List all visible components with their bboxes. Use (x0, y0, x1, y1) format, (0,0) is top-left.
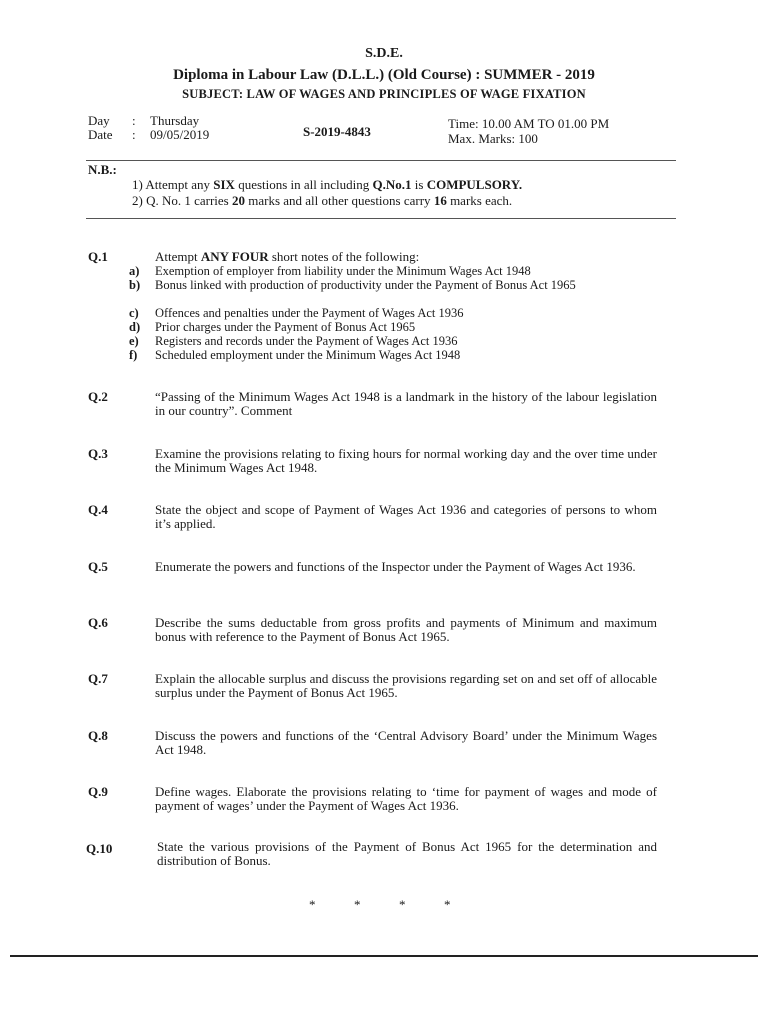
question-text: “Passing of the Minimum Wages Act 1948 is a landmark in the history of the labour legislation in our country”. Comment (155, 389, 657, 418)
day-sep: : (132, 113, 136, 128)
institution-title: S.D.E. (365, 46, 403, 61)
q1-item-label: d) (129, 320, 141, 334)
q1-number: Q.1 (88, 249, 108, 264)
question-number: Q.6 (88, 615, 108, 630)
day-label: Day (88, 113, 110, 128)
date-label: Date (88, 127, 113, 142)
day-value: Thursday (150, 113, 200, 128)
question-number: Q.10 (86, 841, 113, 856)
q1-item-label: c) (129, 306, 139, 320)
question-number: Q.5 (88, 559, 108, 574)
question-number: Q.8 (88, 728, 108, 743)
question-number: Q.9 (88, 784, 108, 799)
q1-item-text: Exemption of employer from liability under the Minimum Wages Act 1948 (155, 264, 531, 278)
end-star: * (444, 897, 451, 912)
q1-item-label: a) (129, 264, 140, 278)
nb-line-2: 2) Q. No. 1 carries 20 marks and all other questions carry 16 marks each. (132, 193, 513, 208)
q1-item-text: Scheduled employment under the Minimum Wages Act 1948 (155, 348, 461, 362)
date-value: 09/05/2019 (150, 127, 210, 142)
question-number: Q.7 (88, 671, 108, 686)
divider-top (86, 160, 676, 161)
subject-title: SUBJECT: LAW OF WAGES AND PRINCIPLES OF WAGE FIXATION (182, 87, 586, 101)
q1-intro: Attempt ANY FOUR short notes of the following: (155, 249, 420, 264)
question-number: Q.2 (88, 389, 108, 404)
end-star: * (399, 897, 406, 912)
max-marks: Max. Marks: 100 (448, 131, 538, 146)
page-bottom-rule (10, 955, 758, 957)
question-text: State the various provisions of the Payment of Bonus Act 1965 for the determination and distribution of Bonus. (157, 839, 657, 868)
divider-mid (86, 218, 676, 219)
question-text: Enumerate the powers and functions of the Inspector under the Payment of Wages Act 1936. (155, 559, 636, 574)
question-text: State the object and scope of Payment of Wages Act 1936 and categories of persons to whom it’s applied. (155, 502, 657, 531)
question-text: Examine the provisions relating to fixing hours for normal working day and the over time under the Minimum Wages Act 1948. (155, 446, 657, 475)
q1-item-label: b) (129, 278, 141, 292)
question-text: Define wages. Elaborate the provisions relating to ‘time for payment of wages and mode of payment of wages’ under the Payment of Wages Act 1936. (155, 784, 657, 813)
question-text: Describe the sums deductable from gross profits and payments of Minimum and maximum bonus with reference to the Payment of Bonus Act 1965. (155, 615, 657, 644)
question-text: Discuss the powers and functions of the ‘Central Advisory Board’ under the Minimum Wages Act 1948. (155, 728, 657, 757)
q1-item-text: Offences and penalties under the Payment of Wages Act 1936 (155, 306, 464, 320)
exam-time: Time: 10.00 AM TO 01.00 PM (448, 116, 610, 131)
date-sep: : (132, 127, 136, 142)
paper-code: S-2019-4843 (303, 124, 371, 139)
q1-item-text: Registers and records under the Payment of Wages Act 1936 (155, 334, 458, 348)
question-number: Q.3 (88, 446, 108, 461)
course-title: Diploma in Labour Law (D.L.L.) (Old Course) : SUMMER - 2019 (173, 67, 595, 83)
question-number: Q.4 (88, 502, 108, 517)
q1-item-text: Prior charges under the Payment of Bonus Act 1965 (155, 320, 416, 334)
q1-item-label: e) (129, 334, 139, 348)
nb-label: N.B.: (88, 162, 117, 177)
q1-item-text: Bonus linked with production of productivity under the Payment of Bonus Act 1965 (155, 278, 576, 292)
nb-line-1: 1) Attempt any SIX questions in all including Q.No.1 is COMPULSORY. (132, 177, 523, 192)
question-text: Explain the allocable surplus and discuss the provisions regarding set on and set off of allocable surplus under the Payment of Bonus Act 1965. (155, 671, 657, 700)
q1-item-label: f) (129, 348, 138, 362)
end-star: * (354, 897, 361, 912)
end-star: * (309, 897, 316, 912)
